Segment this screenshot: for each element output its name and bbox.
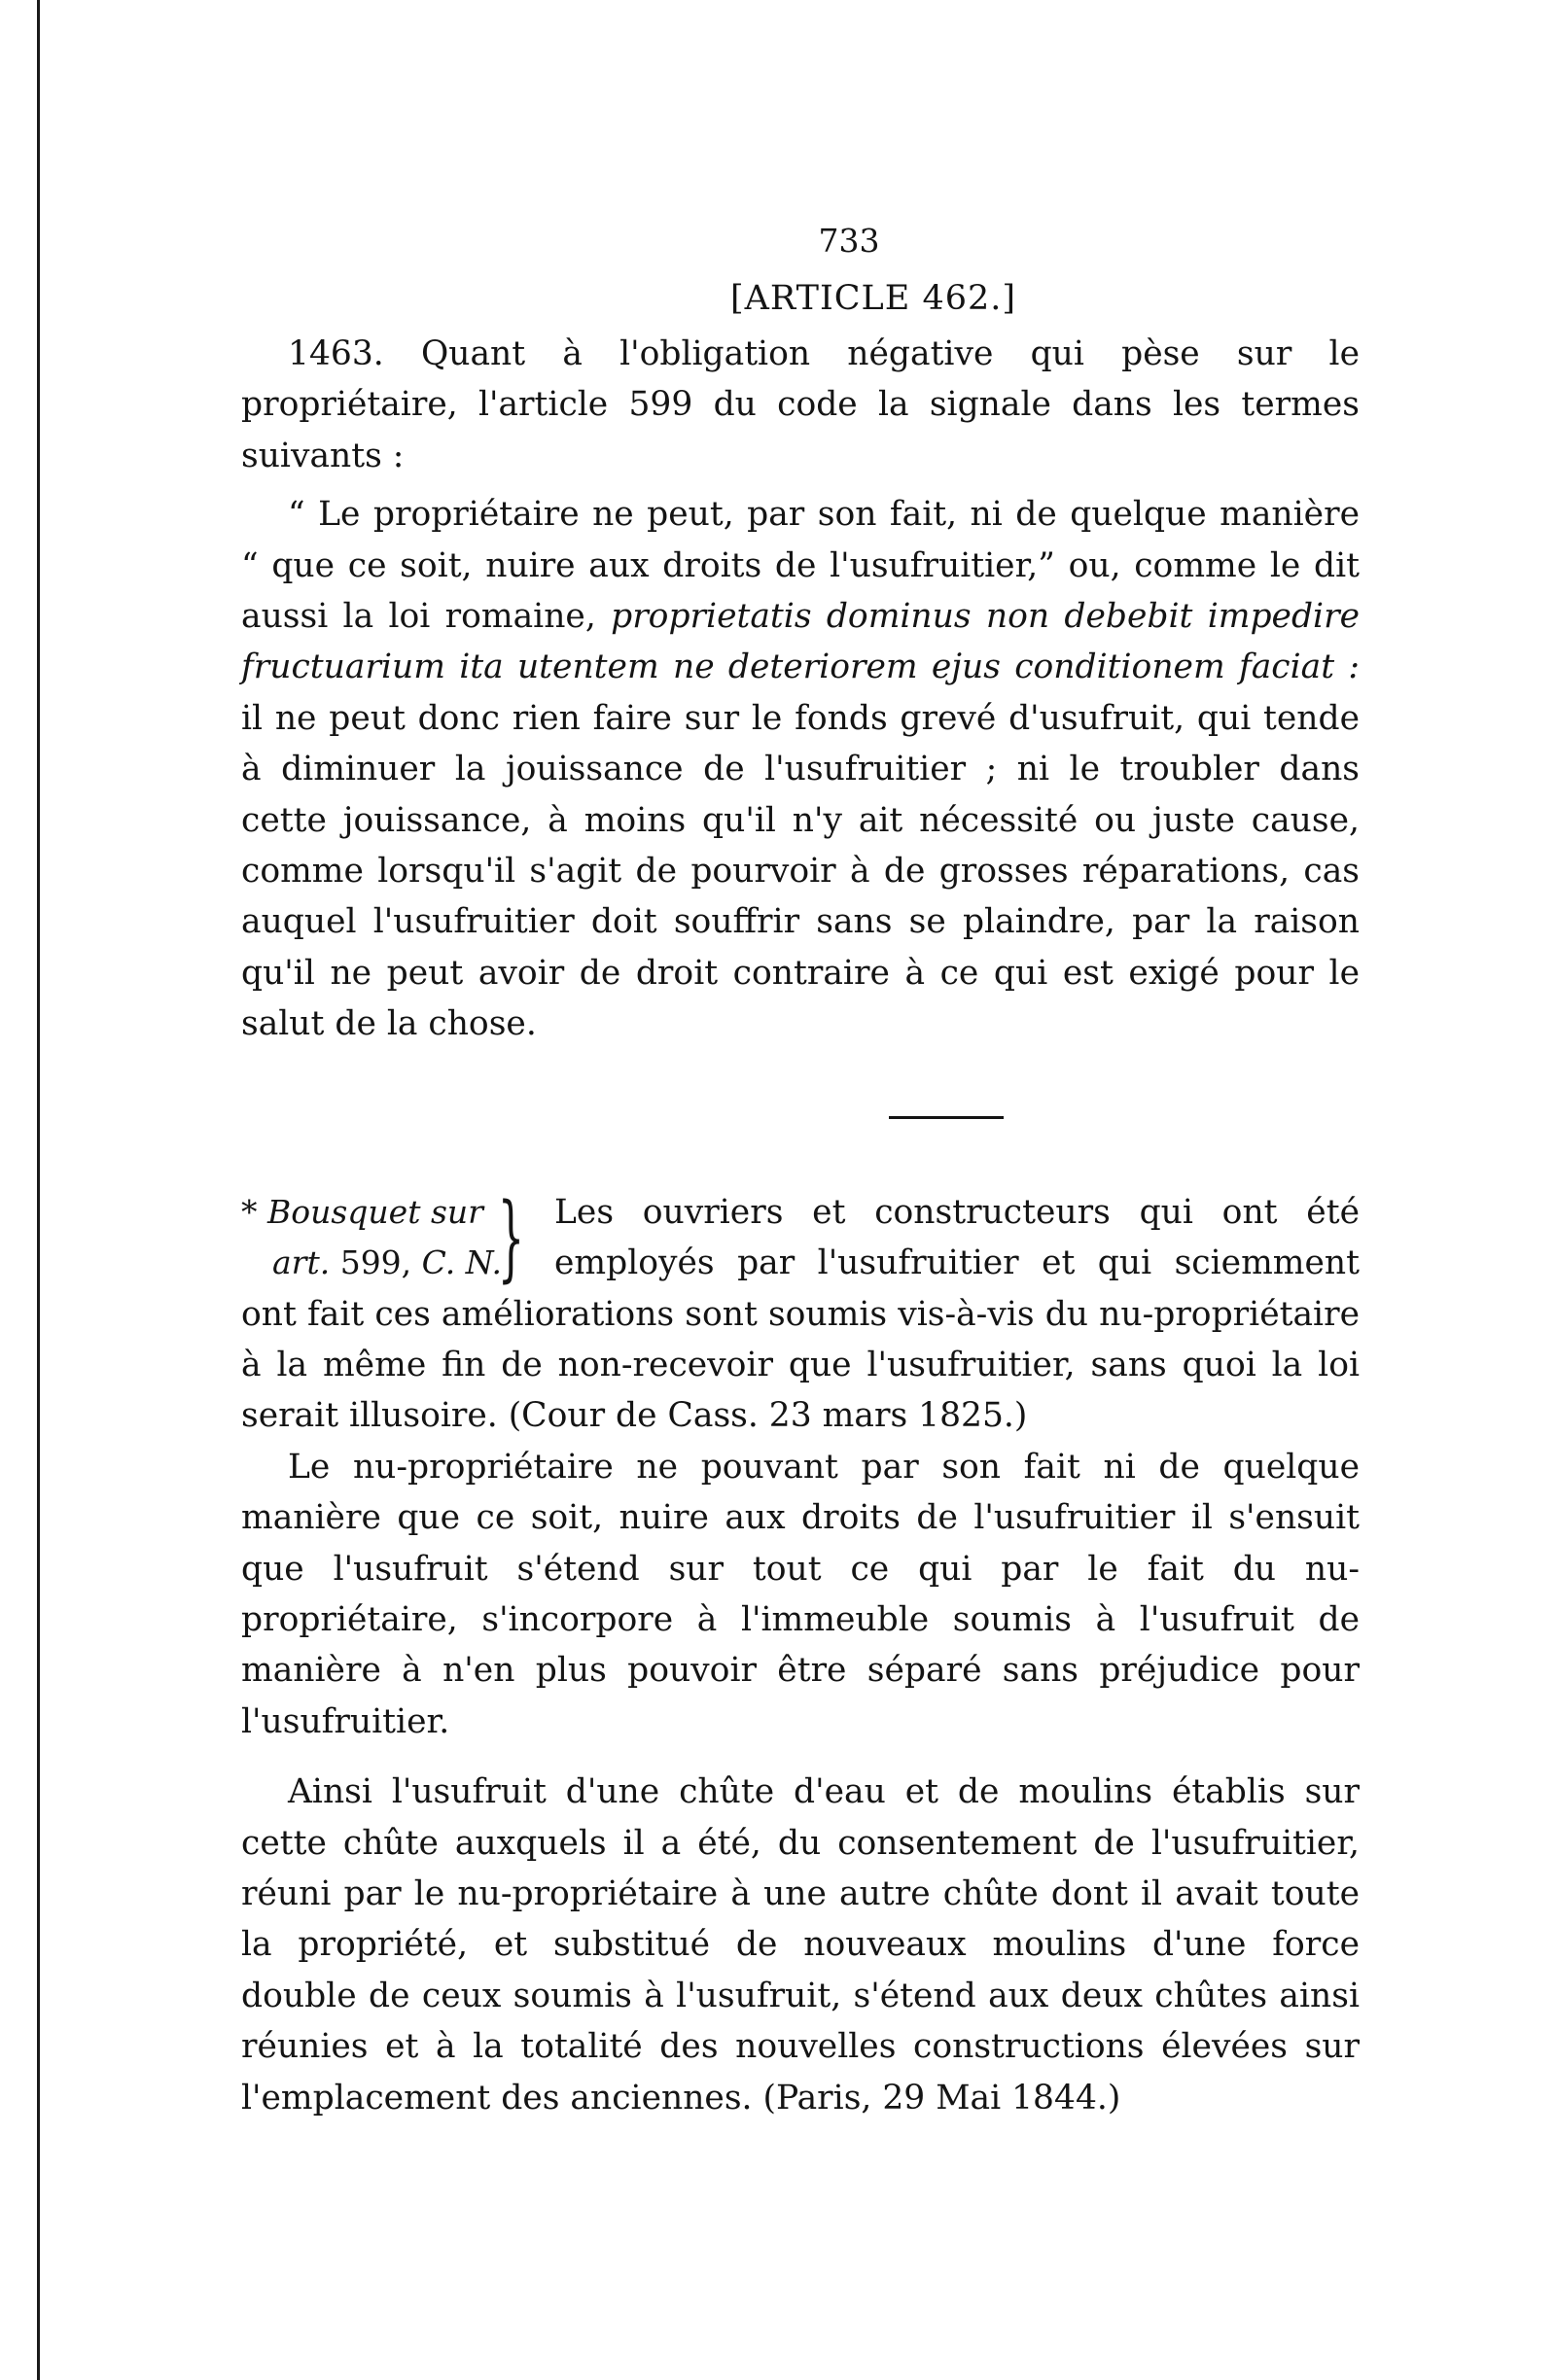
side-reference [241,1182,533,1292]
brace-glyph: } [497,1182,525,1292]
note-paragraph-2: Le nu-propriétaire ne pouvant par son fait ni de quelque manière que ce soit, nuire aux droits de l'usufruitier il s'ensuit que l'usufruit s'étend sur tout ce qui par le fait du nu-propriétaire, s'incorpore à l'immeuble soumis à l'usufruit de manière à n'en plus pouvoir être séparé sans préjudice pour l'usufruitier. [241,1447,1360,1741]
side-reference-code: C. N. [421,1243,502,1282]
side-reference-art: art. [272,1243,331,1282]
page-edge-rule [37,0,40,2380]
page-number: 733 [818,222,880,260]
note-paragraph-3: Ainsi l'usufruit d'une chûte d'eau et de moulins établis sur cette chûte auxquels il a été, du consentement de l'usufruitier, réuni par le nu-propriétaire à une autre chûte dont il avait toute la propriété, et substitué de nouveaux moulins d'une force double de ceux soumis à l'usufruit, s'étend aux deux chûtes ainsi réunies et à la totalité des nouvelles constructions élevées sur l'emplacement des anciennes. (Paris, 29 Mai 1844.) [241,1772,1360,2118]
side-reference-author: Bousquet sur [267,1192,483,1231]
notes-section [241,1182,1360,2123]
paragraph-text: Quant à l'obligation négative qui pèse sur le propriétaire, l'article 599 du code la signale dans les termes suivants : [241,334,1360,475]
latin-quote: proprietatis dominus non debebit impedire fructuarium ita utentem ne deteriorem ejus conditionem faciat : [241,597,1360,687]
section-divider [889,1116,1004,1119]
page-body [241,214,1360,2123]
sidenote-block [241,1182,1360,1442]
quotation-paragraph [241,489,1360,1049]
note-paragraph-1: Les ouvriers et constructeurs qui ont été employés par l'usufruitier et qui sciemment ont fait ces améliorations sont soumis vis-à-vis du nu-propriétaire à la même fin de non-recevoir que l'usufruitier, sans quoi la loi serait illusoire. (Cour de Cass. 23 mars 1825.) [241,1192,1360,1436]
star-marker: * [241,1192,267,1231]
quotation-text: “ Le propriétaire ne peut, par son fait, ni de quelque manière “ que ce soit, nuire aux droits de l'usufruitier,” ou, comme le dit aussi la loi romaine, [241,495,1360,637]
commentary-text: il ne peut donc rien faire sur le fonds grevé d'usufruit, qui tende à diminuer la jouissance de l'usufruitier ; ni le troubler dans cette jouissance, à moins qu'il n'y ait nécessité ou juste cause, comme lorsqu'il s'agit de pourvoir à de grosses réparations, cas auquel l'usufruitier doit souffrir sans se plaindre, par la raison qu'il ne peut avoir de droit contraire à ce qui est exigé pour le salut de la chose. [241,698,1360,1044]
article-heading: [ARTICLE 462.] [729,279,1017,318]
side-reference-number: 599, [330,1243,422,1282]
paragraph-number: 1463. [288,334,384,373]
paragraph-1463 [241,329,1360,481]
